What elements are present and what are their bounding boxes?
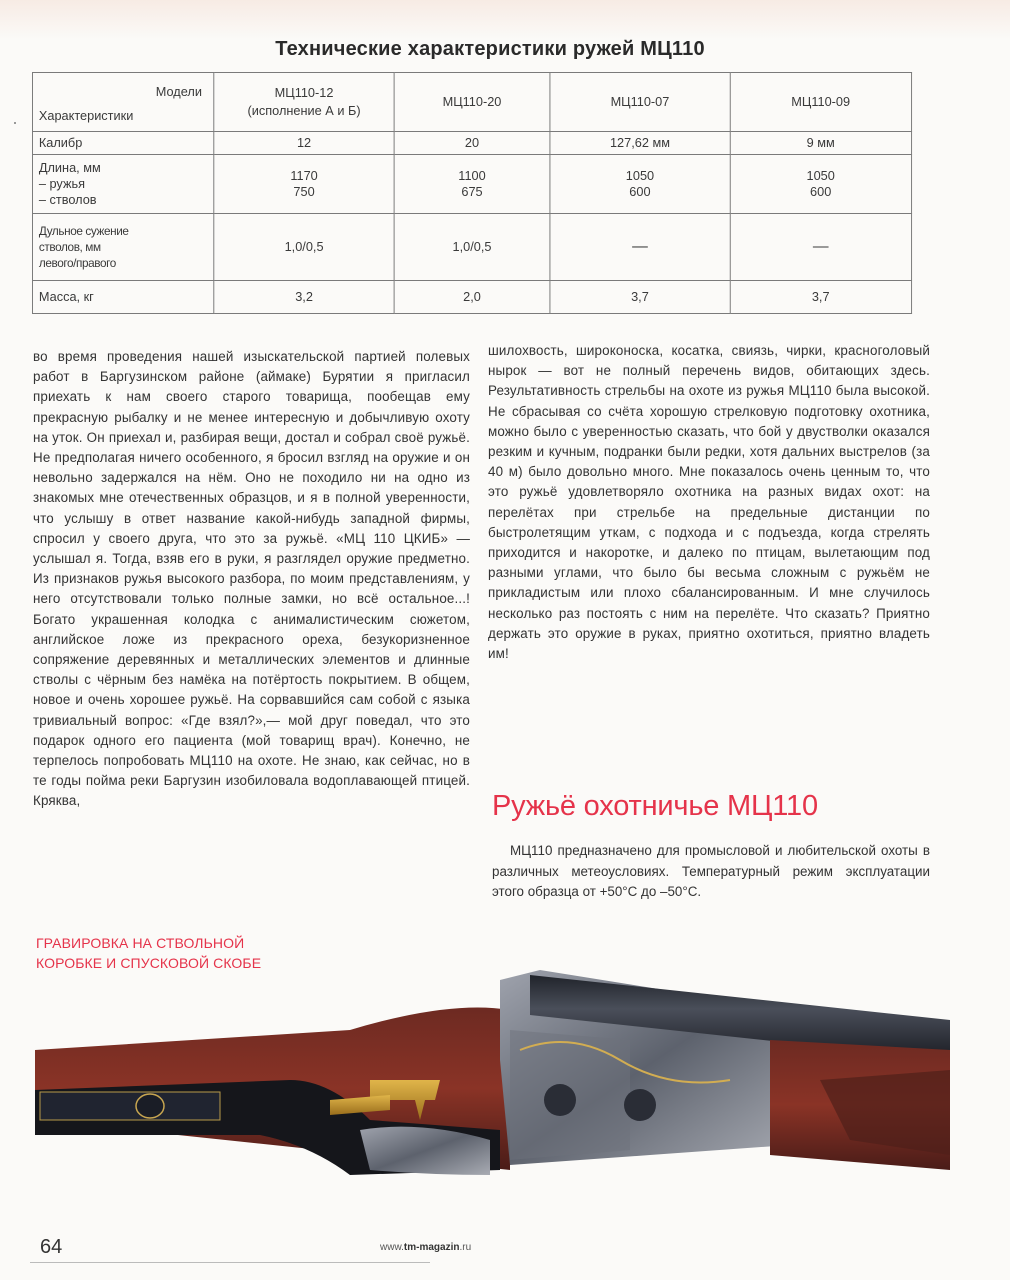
shotgun-photo bbox=[30, 970, 950, 1200]
table-title: Технические характеристики ружей МЦ110 bbox=[275, 38, 705, 60]
row-label: Масса, кг bbox=[32, 281, 214, 314]
table-cell: 3,7 bbox=[550, 281, 730, 314]
table-cell: — bbox=[550, 214, 730, 281]
article-paragraph: во время проведения нашей изыскательской партией полевых работ в Баргузинском районе (аймаке) Бурятии я пригласил приехать к нам своего старого товарища, пообещав ему прекрасную рыбалку и не менее интересную и добычливую охоту на уток. Он приехал и, разбирая вещи, достал и собрал своё ружьё. Не предполагая ничего особенного, я бросил взгляд на оружие и он невольно задержался на нём. Оно не походило ни на одно из знакомых мне отечественных образцов, и я в полной уверенности, что услышу в ответ название какой-нибудь западной фирмы, спросил у своего друга, что это за ружьё. «МЦ 110 ЦКИБ» — услышал я. Тогда, взяв его в руки, я разглядел оружие предметно. Из признаков ружья высокого разбора, по моим представлениям, у него отсутствовали только полные замки, но всё остальное...! Богато украшенная колодка с анималистическим сюжетом, английское ложе из прекрасного ореха, безукоризненное сопряжение деревянных и металлических элементов и длинные стволы с чёрным без намёка на потёртость покрытием. В общем, новое и очень хорошее ружьё. На сорвавшийся сам собой с языка тривиальный вопрос: «Где взял?»,— мой друг поведал, что это подарок одного его пациента (мой товарищ врач). Конечно, не терпелось попробовать МЦ110 на охоте. Не знаю, как сейчас, но в те годы пойма реки Баргузин изобиловала водоплавающей птицей. Кряква, bbox=[33, 349, 470, 809]
row-label: Калибр bbox=[32, 132, 214, 155]
table-corner-header bbox=[32, 73, 214, 132]
table-cell: 12 bbox=[214, 132, 394, 155]
caption-line: КОРОБКЕ И СПУСКОВОЙ СКОБЕ bbox=[36, 955, 262, 971]
section-heading: Ружьё охотничье МЦ110 bbox=[492, 790, 818, 822]
table-row bbox=[32, 214, 911, 281]
url-suffix: .ru bbox=[459, 1242, 472, 1253]
table-header-row bbox=[32, 73, 911, 132]
table-cell: 1050 600 bbox=[550, 155, 730, 214]
margin-mark bbox=[14, 122, 16, 124]
column-header: МЦ110-12 (исполнение А и Б) bbox=[214, 73, 394, 132]
page-top-tint bbox=[0, 0, 1010, 40]
models-label: Модели bbox=[155, 84, 202, 99]
column-header: МЦ110-20 bbox=[394, 73, 550, 132]
table-cell: 127,62 мм bbox=[550, 132, 730, 155]
photo-caption bbox=[36, 933, 261, 973]
forend-wood bbox=[770, 1040, 950, 1170]
section-body: МЦ110 предназначено для промысловой и любительской охоты в различных метеоусловиях. Температурный режим эксплуатации этого образца от +50°С до –50°С. bbox=[492, 843, 930, 899]
table-cell: 2,0 bbox=[394, 281, 550, 314]
table-cell: 3,2 bbox=[214, 281, 394, 314]
column-header: МЦ110-09 bbox=[730, 73, 912, 132]
table-cell: 20 bbox=[394, 132, 550, 155]
footer-rule bbox=[30, 1262, 430, 1263]
row-label: Дульное сужение стволов, мм левого/правого bbox=[32, 214, 214, 281]
table-cell: 1050 600 bbox=[730, 155, 912, 214]
site-url bbox=[380, 1242, 471, 1253]
article-right-column bbox=[488, 341, 930, 664]
table-cell: 1,0/0,5 bbox=[214, 214, 394, 281]
table-cell: — bbox=[730, 214, 912, 281]
caption-line: ГРАВИРОВКА НА СТВОЛЬНОЙ bbox=[36, 935, 245, 951]
column-header: МЦ110-07 bbox=[550, 73, 730, 132]
article-left-column bbox=[33, 347, 470, 812]
url-prefix: www. bbox=[380, 1242, 404, 1253]
table-cell: 1100 675 bbox=[394, 155, 550, 214]
specs-table bbox=[32, 72, 912, 314]
page-number: 64 bbox=[40, 1236, 63, 1258]
table-cell: 3,7 bbox=[730, 281, 912, 314]
table-row bbox=[32, 132, 911, 155]
table-cell: 1170 750 bbox=[214, 155, 394, 214]
row-label: Длина, мм – ружья – стволов bbox=[32, 155, 214, 214]
characteristics-label: Характеристики bbox=[38, 108, 134, 123]
table-row bbox=[32, 155, 911, 214]
table-cell: 9 мм bbox=[730, 132, 912, 155]
article-paragraph: шилохвость, широконоска, косатка, свиязь, чирки, красноголовый нырок — вот не полный перечень видов, обитающих здесь. Результативность стрельбы на охоте из ружья МЦ110 была высокой. Не сбрасывая со счёта хорошую стрелковую подготовку охотника, можно было с уверенностью сказать, что бой у двустволки оказался резким и кучным, подранки были редки, хотя дальних выстрелов (за 40 м) было довольно много. Мне показалось очень ценным то, что это ружьё удовлетворяло охотника на разных видах охот: на перелётах при стрельбе на предельные дистанции по быстролетящим уткам, с подхода и с подъезда, когда стрелять приходится и накоротке, и далеко по птицам, вылетающим под разными углами, что было бы весьма сложным с ружьём не прикладистым или плохо сбалансированным. И мне случилось несколько раз постоять с ним на перелёте. Что сказать? Приятно держать это оружие в руках, приятно охотиться, приятно владеть им! bbox=[488, 343, 930, 662]
table-row bbox=[32, 281, 911, 314]
table-cell: 1,0/0,5 bbox=[394, 214, 550, 281]
url-domain: tm-magazin bbox=[403, 1242, 460, 1253]
